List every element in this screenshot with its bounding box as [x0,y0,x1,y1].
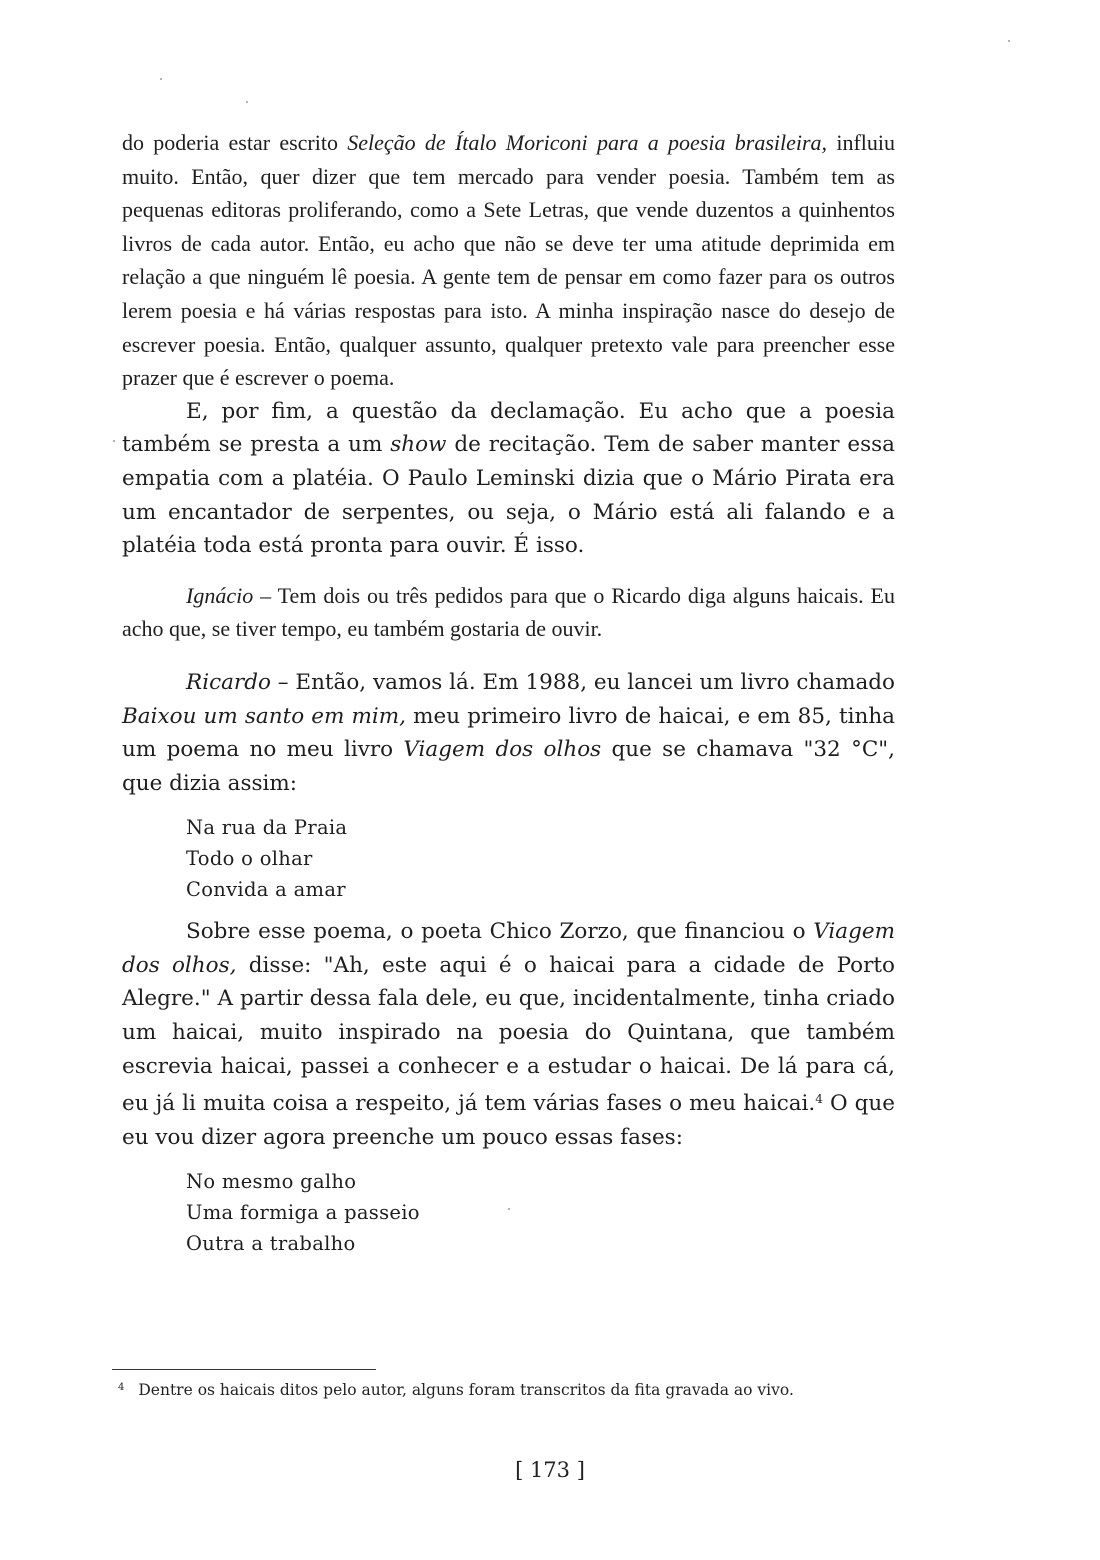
text-run: de recitação. Tem de saber manter essa empatia com a platéia. O Paulo Leminski dizia que o Mário Pirata era um encantador de serpentes, ou seja, o Mário está ali falando e a platéia toda está pronta para ouvir. É isso. [122,432,895,559]
italic-title: Seleção de Ítalo Moriconi para a poesia brasileira, [347,130,828,155]
text-run: – Então, vamos lá. Em 1988, eu lancei um livro chamado [270,669,895,695]
text-run: Sobre esse poema, o poeta Chico Zorzo, que financiou o [186,919,814,945]
italic-title: Viagem dos olhos, [122,919,895,978]
haiku-1-line-1: Na rua da Praia [186,816,348,840]
italic-title: Baixou um santo em mim, [122,703,407,729]
paragraph-4-ricardo [122,666,895,800]
scan-speck [160,78,162,80]
haiku-2 [122,1166,895,1259]
haiku-1-line-3: Convida a amar [186,878,346,902]
text-run: disse: "Ah, este aqui é o haicai para a cidade de Porto Alegre." A partir dessa fala dele, eu que, incidentalmente, tinha criado um haicai, muito inspirado na poesia do Quintana, que também escrevia haicai, passei a conhecer e a estudar o haicai. De lá para cá, eu já li muita coisa a respeito, já tem várias fases o meu haicai. [122,952,895,1117]
italic-title: Ignácio [186,582,254,608]
text-run: influiu muito. Então, quer dizer que tem mercado para vender poesia. Também tem as pequenas editoras proliferando, como a Sete Letras, que vende duzentos a quinhentos livros de cada autor. Então, eu acho que não se deve ter uma atitude deprimida em relação a que ninguém lê poesia. A gente tem de pensar em como fazer para os outros lerem poesia e há várias respostas para isto. A minha inspiração nasce do desejo de escrever poesia. Então, qualquer assunto, qualquer pretexto vale para preencher esse prazer que é escrever o poema. [122,130,896,391]
scan-speck [1008,40,1010,42]
paragraph-5-chico-zorzo [122,915,895,1154]
haiku-1 [122,812,895,905]
italic-title: show [390,432,447,458]
paragraph-2 [122,395,895,563]
page-number: [ 173 ] [515,1458,585,1482]
footnote-text: Dentre os haicais ditos pelo autor, alguns foram transcritos da fita gravada ao vivo. [138,1381,794,1399]
italic-title: Ricardo [186,669,271,695]
paragraph-3-ignacio [122,579,895,646]
text-run: meu primeiro livro de haicai, e em 85, tinha um poema no meu livro [122,703,896,763]
scan-speck [246,101,248,103]
haiku-2-line-2: Uma formiga a passeio [186,1201,420,1225]
footnote-marker: 4 [118,1382,125,1393]
text-run: do poderia estar escrito [122,130,348,155]
text-run: que se chamava "32 °C", que dizia assim: [122,737,895,796]
scan-speck [113,440,115,442]
italic-title: Viagem dos olhos [403,737,602,763]
paragraph-1 [122,126,895,395]
text-run: E, por fim, a questão da declamação. Eu acho que a poesia também se presta a um [122,398,895,458]
haiku-2-line-3: Outra a trabalho [186,1232,356,1256]
scan-speck [508,1208,510,1210]
haiku-2-line-1: No mesmo galho [186,1170,357,1194]
footnote-divider [112,1369,376,1370]
text-run: – Tem dois ou três pedidos para que o Ricardo diga alguns haicais. Eu acho que, se tiver tempo, eu também gostaria de ouvir. [122,582,895,642]
page-body [122,126,895,1259]
footnote-reference: 4 [815,1092,823,1107]
footnote [118,1377,908,1401]
text-run: O que eu vou dizer agora preenche um pouco essas fases: [122,1091,895,1150]
haiku-1-line-2: Todo o olhar [186,847,313,871]
